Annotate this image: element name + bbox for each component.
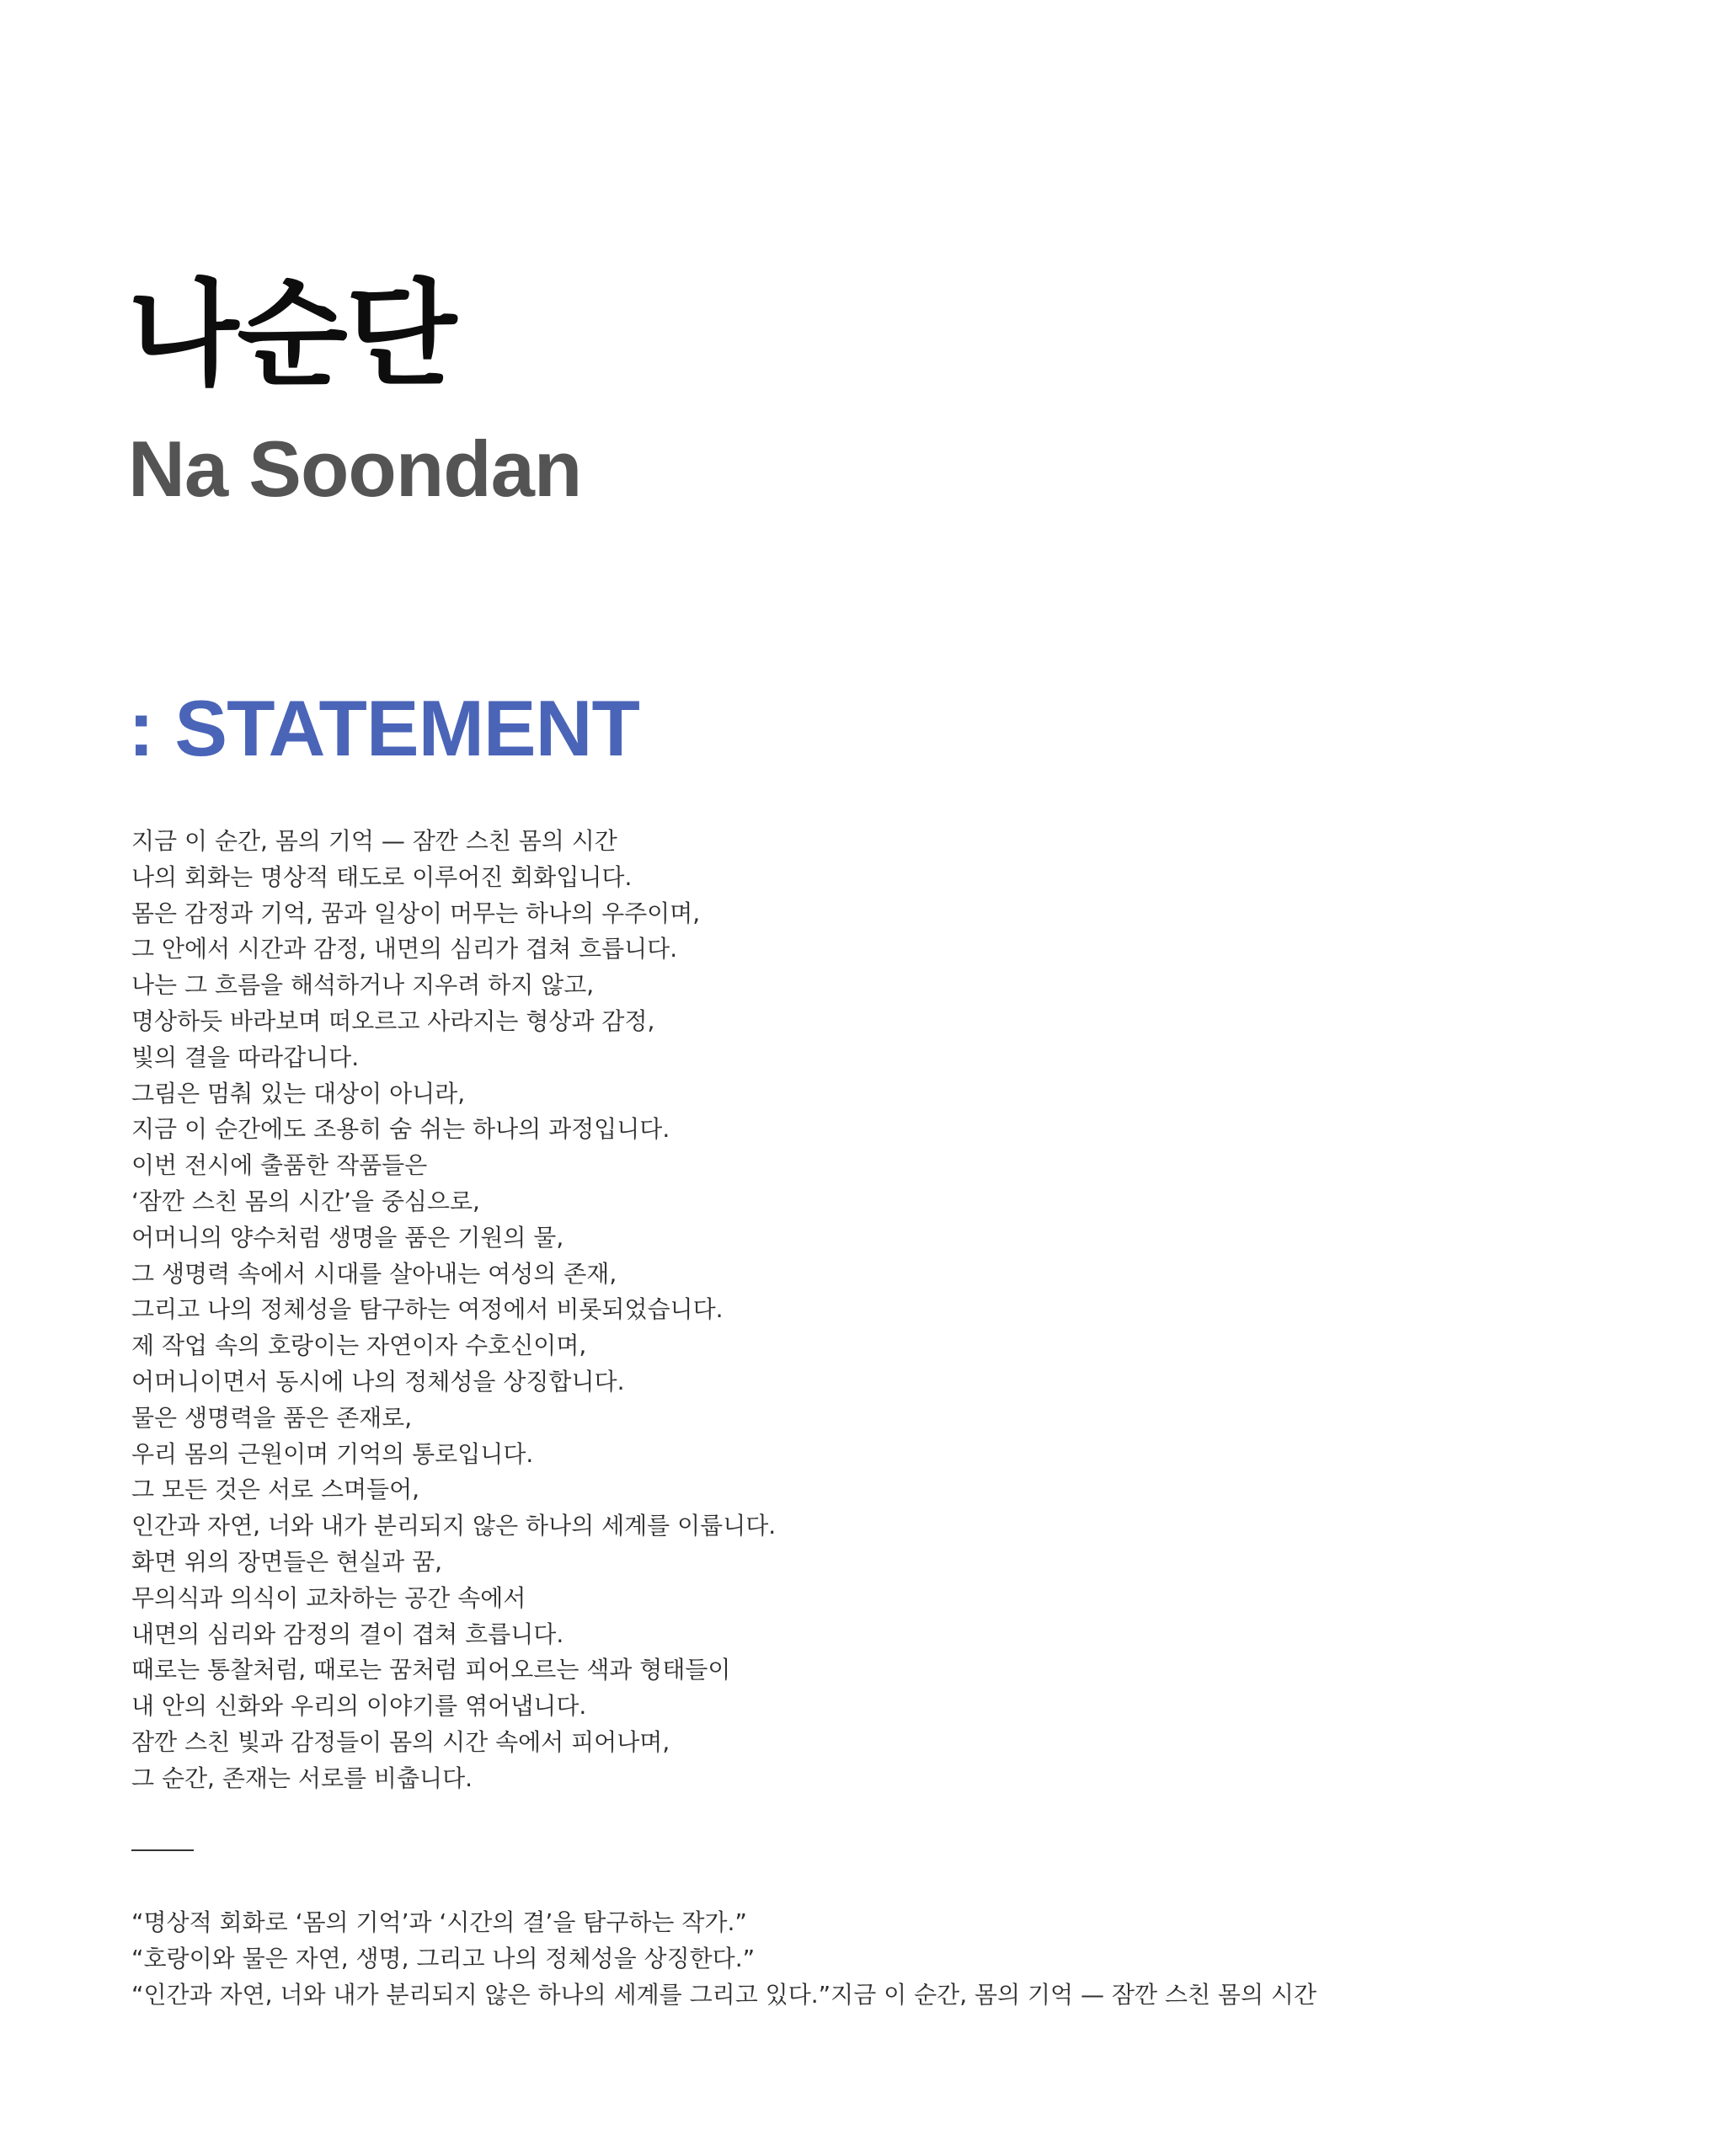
statement-line: 내 안의 신화와 우리의 이야기를 엮어냅니다. (131, 1692, 587, 1721)
statement-line: ‘잠깐 스친 몸의 시간’을 중심으로, (131, 1187, 480, 1215)
statement-line: 그 모든 것은 서로 스며들어, (131, 1476, 420, 1504)
statement-line: 인간과 자연, 너와 내가 분리되지 않은 하나의 세계를 이룹니다. (131, 1512, 777, 1540)
statement-line: 그 순간, 존재는 서로를 비춥니다. (131, 1764, 473, 1792)
statement-line: 그 안에서 시간과 감정, 내면의 심리가 겹쳐 흐릅니다. (131, 935, 678, 963)
statement-line: 그림은 멈춰 있는 대상이 아니라, (131, 1079, 466, 1107)
statement-line: 그리고 나의 정체성을 탐구하는 여정에서 비롯되었습니다. (131, 1295, 724, 1324)
statement-line: 물은 생명력을 품은 존재로, (131, 1403, 413, 1432)
statement-line: 어머니의 양수처럼 생명을 품은 기원의 물, (131, 1223, 564, 1251)
statement-heading: : STATEMENT (128, 684, 639, 772)
quote-line: “인간과 자연, 너와 내가 분리되지 않은 하나의 세계를 그리고 있다.”지금 이 순간, 몸의 기억 — 잠깐 스친 몸의 시간 (131, 1980, 1316, 2009)
statement-line: 어머니이면서 동시에 나의 정체성을 상징합니다. (131, 1367, 625, 1396)
quote-list (131, 1905, 1316, 2013)
statement-line: 잠깐 스친 빛과 감정들이 몸의 시간 속에서 피어나며, (131, 1727, 670, 1756)
statement-line: 때로는 통찰처럼, 때로는 꿈처럼 피어오르는 색과 형태들이 (131, 1656, 731, 1684)
statement-line: 그 생명력 속에서 시대를 살아내는 여성의 존재, (131, 1259, 617, 1288)
statement-line: 명상하듯 바라보며 떠오르고 사라지는 형상과 감정, (131, 1006, 655, 1035)
statement-line: 무의식과 의식이 교차하는 공간 속에서 (131, 1583, 526, 1612)
statement-line: 우리 몸의 근원이며 기억의 통로입니다. (131, 1439, 534, 1468)
statement-line: 몸은 감정과 기억, 꿈과 일상이 머무는 하나의 우주이며, (131, 899, 701, 927)
artist-name-korean: 나순단 (128, 269, 456, 402)
statement-line: 화면 위의 장면들은 현실과 꿈, (131, 1547, 443, 1576)
statement-line: 지금 이 순간, 몸의 기억 — 잠깐 스친 몸의 시간 (131, 827, 617, 855)
statement-line: 제 작업 속의 호랑이는 자연이자 수호신이며, (131, 1331, 587, 1360)
statement-line: 빛의 결을 따라갑니다. (131, 1043, 360, 1071)
artist-name-english: Na Soondan (128, 424, 582, 513)
statement-line: 내면의 심리와 감정의 결이 겹쳐 흐릅니다. (131, 1620, 564, 1648)
quote-line: “호랑이와 물은 자연, 생명, 그리고 나의 정체성을 상징한다.” (131, 1944, 756, 1972)
statement-line: 지금 이 순간에도 조용히 숨 쉬는 하나의 과정입니다. (131, 1115, 670, 1144)
section-divider (131, 1849, 194, 1851)
statement-line: 나의 회화는 명상적 태도로 이루어진 회화입니다. (131, 862, 633, 891)
statement-line: 이번 전시에 출품한 작품들은 (131, 1151, 428, 1180)
quote-line: “명상적 회화로 ‘몸의 기억’과 ‘시간의 결’을 탐구하는 작가.” (131, 1908, 747, 1936)
statement-line: 나는 그 흐름을 해석하거나 지우려 하지 않고, (131, 971, 595, 1000)
statement-text (131, 824, 776, 1797)
